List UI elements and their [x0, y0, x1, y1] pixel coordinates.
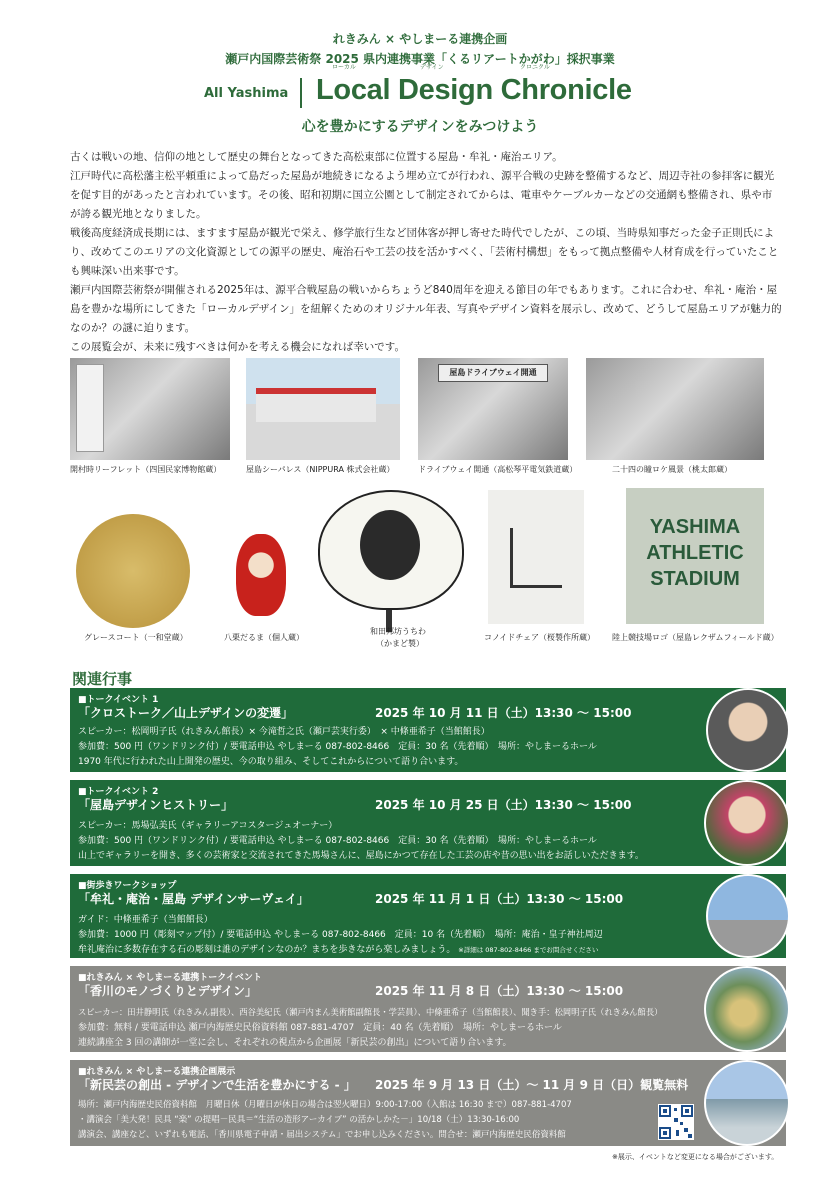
qr-code-icon: [658, 1104, 694, 1140]
logo-line: ATHLETIC: [646, 542, 744, 564]
photo-leaflet: [70, 358, 230, 460]
ruby-local: ローカル: [332, 64, 356, 71]
event-date: 2025 年 9 月 13 日（土）～ 11 月 9 日（日）観覧無料: [375, 1078, 689, 1092]
event-description: 1970 年代に行われた山上開発の歴史、今の取り組み、そしてこれからについて語り合います。: [78, 757, 464, 767]
intro-paragraph: 瀬戸内国際芸術祭が開催される2025年は、源平合戦屋島の戦いからちょうど840周年を迎える節目の年でもあります。これに合わせ、牟礼・庵治・屋島を豊かな場所にしてきた「ローカルデザイン」を紐解くためのオリジナル年表、写真やデザイン資料を展示し、改めて、どうして屋島エリアが魅力的なのか？の謎に迫ります。: [70, 284, 782, 334]
event-tag: ■れきみん × やしまーる連携企画展示: [78, 1067, 236, 1077]
photo-caption: グレースコート（一和堂蔵）: [84, 633, 188, 642]
event-tag: ■れきみん × やしまーる連携トークイベント: [78, 973, 262, 983]
event-card: [70, 780, 786, 866]
page-subtitle: 心を豊かにするデザインをみつけよう: [301, 119, 539, 135]
event-description-text: 牟礼庵治に多数存在する石の彫刻は誰のデザインなのか？まちを歩きながら楽しみましょう。: [78, 945, 456, 955]
photo-conoid-chair: [488, 490, 584, 624]
event-card: [70, 874, 786, 958]
event-guide: ガイド：中條亜希子（当館館長）: [78, 915, 213, 925]
event-card: [70, 688, 786, 772]
event-description: 山上でギャラリーを開き、多くの芸術家と交流されてきた馬場さんに、屋島にかつて存在した工芸の店や昔の思い出をお話しいただきます。: [78, 851, 644, 861]
photo-caption: 陸上競技場ロゴ（屋島レクザムフィールド蔵）: [612, 633, 779, 642]
event-name: 「新民芸の創出 - デザインで生活を豊かにする - 」: [78, 1078, 356, 1092]
photo-grace-coat: [76, 514, 190, 628]
event-speaker: スピーカー：馬場弘美氏（ギャラリーアコスタージュオーナー）: [78, 821, 338, 831]
event-photo: [706, 874, 790, 958]
event-date: 2025 年 10 月 11 日（土）13:30 ～ 15:00: [375, 706, 632, 720]
photo-caption: 八栗だるま（個人蔵）: [224, 633, 304, 642]
event-name: 「香川のモノづくりとデザイン」: [78, 984, 258, 998]
event-fee: 参加費：1000 円（彫刻マップ付）/ 要電話申込 やしまーる 087-802-8466 定員：10 名（先着順） 場所：庵治・皇子神社周辺: [78, 930, 603, 940]
avatar: [704, 780, 790, 866]
logo-line: STADIUM: [650, 568, 740, 590]
event-date: 2025 年 10 月 25 日（土）13:30 ～ 15:00: [375, 798, 632, 812]
header: [0, 0, 840, 140]
leaflet-image: [76, 364, 104, 452]
event-note: ※詳細は 087-802-8466 までお問合せください: [458, 946, 599, 954]
event-card: [70, 966, 786, 1052]
event-date: 2025 年 11 月 8 日（土）13:30 ～ 15:00: [375, 984, 624, 998]
intro-paragraph: 江戸時代に高松藩主松平頼重によって島だった屋島が地続きになるよう埋め立てが行われ、源平合戦の史跡を整備するなど、周辺寺社の参拝客に観光を促す目的があったと言われています。その後、昭和初期に国立公園として制定されてからは、電車やケーブルカーなどの交通網も整備され、県や市が誇る観光地となりました。: [70, 170, 775, 220]
intro-paragraph: この展覧会が、未来に残すべきは何かを考える機会になれば幸いです。: [70, 341, 405, 353]
photo-caption: コノイドチェア（桜製作所蔵）: [484, 633, 596, 642]
event-card: [70, 1060, 786, 1146]
event-name: 「牟礼・庵治・屋島 デザインサーヴェイ」: [78, 892, 309, 906]
title-main: Local Design Chronicle: [316, 74, 632, 106]
event-photo: [704, 966, 790, 1052]
ruby-design: デザイン: [420, 64, 444, 71]
avatar: [706, 688, 790, 772]
event-contact: 講演会、講座など、いずれも電話、「香川県電子申請・届出システム」でお申し込みください。問合せ：瀬戸内海歴史民俗資料館: [78, 1130, 566, 1140]
photo-caption: 屋島シーパレス（NIPPURA 株式会社蔵）: [246, 465, 395, 474]
event-description: 連続講座全 3 回の講師が一堂に会し、それぞれの視点から企画展「新民芸の創出」について語り合います。: [78, 1038, 512, 1048]
driveway-sign: 屋島ドライブウェイ開通: [438, 364, 548, 382]
intro-paragraph: 古くは戦いの地、信仰の地として歴史の舞台となってきた高松東部に位置する屋島・牟礼・庵治エリア。: [70, 151, 563, 163]
event-fee: 参加費：500 円（ワンドリンク付）/ 要電話申込 やしまーる 087-802-8466 定員：30 名（先着順） 場所：やしまーるホール: [78, 836, 597, 846]
photo-caption: 開村時リーフレット（四国民家博物館蔵）: [70, 465, 222, 474]
event-name: 「クロストーク／山上デザインの変遷」: [78, 706, 294, 720]
event-lecture: ・講演会「美大発！民具 “楽” の提唱－民具＝“生活の造形アーカイブ” の活かしかた－」10/18（土）13:30-16:00: [78, 1115, 520, 1125]
event-speaker: スピーカー：田井静明氏（れきみん副長）、西谷美紀氏（瀬戸内まん美術館副館長・学芸員）、中條亜希子（当館館長）、聞き手：松岡明子氏（れきみん館長）: [78, 1007, 663, 1017]
photo-daruma: [236, 534, 286, 616]
photo-caption: （かまど製）: [376, 639, 424, 648]
qr-code[interactable]: [658, 1104, 694, 1140]
event-fee: 参加費：500 円（ワンドリンク付）/ 要電話申込 やしまーる 087-802-8466 定員：30 名（先着順） 場所：やしまーるホール: [78, 742, 597, 752]
title-divider: [300, 78, 302, 108]
event-speaker: スピーカー：松岡明子氏（れきみん館長）× 今滝哲之氏（瀬戸芸実行委） × 中條亜希子（当館館長）: [78, 727, 490, 737]
intro-paragraph: 戦後高度経済成長期には、ますます屋島が観光で栄え、修学旅行生など団体客が押し寄せた時代でしたが、この頃、当時県知事だった金子正則氏により、改めてこのエリアの文化資源としての源平の歴史、庵治石や工芸の技を活かすべく、「芸術村構想」をもって拠点整備や人材育成を行っていたことも興味深い出来事です。: [70, 227, 779, 277]
header-festival-line: 瀬戸内国際芸術祭 2025 県内連携事業「くるリアートかがわ」採択事業: [225, 52, 615, 66]
intro-text: [70, 148, 782, 357]
event-tag: ■トークイベント 1: [78, 695, 159, 705]
event-tag: ■トークイベント 2: [78, 787, 159, 797]
page-title: [0, 64, 840, 112]
photo-driveway: [418, 358, 568, 460]
footer-note: ※展示、イベントなど変更になる場合がございます。: [612, 1153, 779, 1161]
photo-uchiwa: [318, 490, 464, 610]
event-fee: 参加費：無料 / 要電話申込 瀬戸内海歴史民俗資料館 087-881-4707 定員：40 名（先着順） 場所：やしまーるホール: [78, 1023, 562, 1033]
header-collab-line: れきみん × やしまーる連携企画: [332, 32, 508, 46]
event-tag: ■街歩きワークショップ: [78, 881, 177, 891]
section-title-events: 関連行事: [72, 670, 133, 688]
event-description: [78, 942, 598, 955]
event-name: 「屋島デザインヒストリー」: [78, 798, 234, 812]
chair-image: [510, 528, 562, 588]
photo-stadium-logo: [626, 488, 764, 624]
photo-caption: 和田邦坊うちわ: [370, 627, 426, 636]
ruby-chronicle: クロニクル: [520, 64, 550, 71]
photo-location: [586, 358, 764, 460]
event-photo: [704, 1060, 790, 1146]
building-image: [256, 388, 376, 422]
event-venue: 場所：瀬戸内海歴史民俗資料館 月曜日休（月曜日が休日の場合は翌火曜日）9:00-17:00（入館は 16:30 まで）087-881-4707: [78, 1100, 572, 1110]
title-all-yashima: All Yashima: [204, 86, 289, 101]
uchiwa-figure: [360, 510, 420, 580]
photo-sea-palace: [246, 358, 400, 460]
logo-line: YASHIMA: [649, 516, 741, 538]
photo-caption: ドライブウェイ開通（高松琴平電気鉄道蔵）: [418, 465, 578, 474]
event-date: 2025 年 11 月 1 日（土）13:30 ～ 15:00: [375, 892, 624, 906]
photo-caption: 二十四の瞳ロケ風景（桃太郎蔵）: [612, 465, 732, 474]
